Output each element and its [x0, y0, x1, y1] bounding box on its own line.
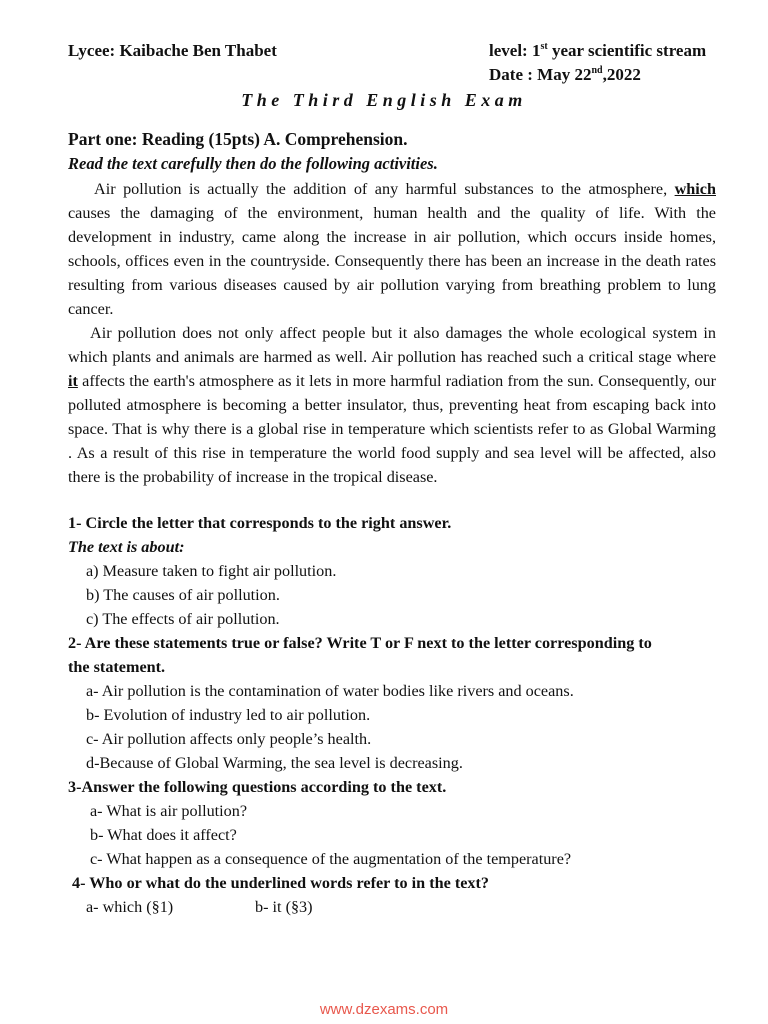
paragraph-2: Air pollution does not only affect people but it also damages the whole ecological system in which plants and animals are harmed as well. Air pollution has reached such a critical stage where it affects the earth's atmosphere as it lets in more harmful radiation from the sun. Consequently, our polluted atmosphere is becoming a better insulator, thus, preventing heat from escaping back into space. That is why there is a global rise in temperature which scientists refer to as Global Warming . As a result of this rise in temperature the world food supply and sea level will be affected, also there is the probability of increase in the tropical disease. — [68, 324, 716, 486]
question-3-heading: 3-Answer the following questions according to the text. — [68, 778, 447, 796]
statement-a: a- Air pollution is the contamination of water bodies like rivers and oceans. — [86, 682, 574, 700]
question-3-b: b- What does it affect? — [90, 826, 237, 844]
statement-b: b- Evolution of industry led to air pollution. — [86, 706, 371, 724]
reading-instruction: Read the text carefully then do the following activities. — [68, 154, 438, 173]
underlined-which: which — [674, 180, 716, 198]
option-b: b) The causes of air pollution. — [86, 586, 280, 604]
question-4-b: b- it (§3) — [255, 898, 313, 916]
question-2-heading: 2- Are these statements true or false? Write T or F next to the letter corresponding to — [68, 634, 652, 652]
question-4-a: a- which (§1) — [86, 898, 174, 916]
statement-c: c- Air pollution affects only people’s health. — [86, 730, 372, 748]
part-one-heading: Part one: Reading (15pts) A. Comprehension. — [68, 129, 408, 149]
question-4-heading: 4- Who or what do the underlined words refer to in the text? — [72, 874, 489, 892]
option-a: a) Measure taken to fight air pollution. — [86, 562, 337, 580]
question-1-stem: The text is about: — [68, 538, 185, 556]
exam-date: Date : May 22nd,2022 — [489, 65, 641, 84]
underlined-it: it — [68, 372, 78, 390]
reading-text — [68, 177, 716, 489]
question-3-c: c- What happen as a consequence of the augmentation of the temperature? — [90, 850, 572, 868]
option-c: c) The effects of air pollution. — [86, 610, 280, 628]
question-3-a: a- What is air pollution? — [90, 802, 248, 820]
statement-d: d-Because of Global Warming, the sea level is decreasing. — [86, 754, 463, 772]
question-1-heading: 1- Circle the letter that corresponds to the right answer. — [68, 514, 452, 532]
level-line: level: 1st year scientific stream — [489, 41, 707, 60]
question-2-heading-cont: the statement. — [68, 658, 166, 676]
footer-watermark: www.dzexams.com — [319, 1001, 449, 1018]
exam-title: The Third English Exam — [241, 90, 527, 110]
paragraph-1: Air pollution is actually the addition of any harmful substances to the atmosphere, which causes the damaging of the environment, human health and the quality of life. With the development in industry, came along the increase in air pollution, which occurs inside homes, schools, offices even in the countryside. Consequently there has been an increase in the death rates resulting from various diseases caused by air pollution varying from breathing problem to lung cancer. — [68, 180, 716, 318]
school-name: Lycee: Kaibache Ben Thabet — [68, 41, 277, 60]
